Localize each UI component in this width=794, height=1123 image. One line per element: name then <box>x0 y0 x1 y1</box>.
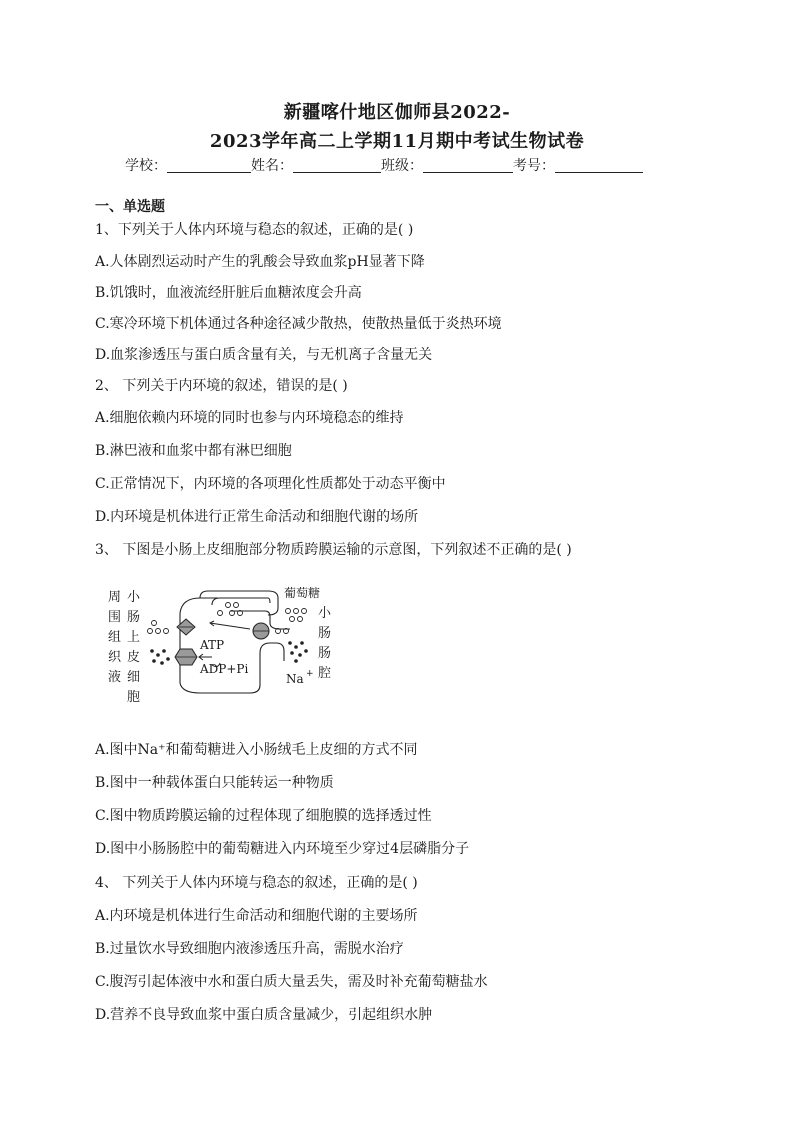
fig-label-lumen-qiang: 腔 <box>318 666 332 681</box>
question-2-option-a: A.细胞依赖内环境的同时也参与内环境稳态的维持 <box>95 410 404 426</box>
fig-label-wei: 围 <box>108 610 122 625</box>
question-1-option-a: A.人体剧烈运动时产生的乳酸会导致血浆pH显著下降 <box>95 254 425 270</box>
question-3-option-c: C.图中物质跨膜运输的过程体现了细胞膜的选择透过性 <box>95 808 432 824</box>
fig-label-lumen-xiao: 小 <box>318 606 332 621</box>
exam-title-line-2: 2023学年高二上学期11月期中考试生物试卷 <box>209 131 585 152</box>
question-3-option-a: A.图中Na⁺和葡萄糖进入小肠绒毛上皮细的方式不同 <box>95 742 418 758</box>
number-blank[interactable] <box>555 158 643 173</box>
question-1-option-c: C.寒冷环境下机体通过各种途径减少散热，使散热量低于炎热环境 <box>95 316 502 332</box>
fig-label-zhi: 织 <box>108 650 122 665</box>
fig-label-ye: 液 <box>108 670 122 685</box>
question-1-option-b: B.饥饿时，血液流经肝脏后血糖浓度会升高 <box>95 285 362 301</box>
cell-membrane <box>180 591 290 693</box>
question-2-option-d: D.内环境是机体进行正常生命活动和细胞代谢的场所 <box>95 509 419 525</box>
figure-right-labels <box>318 606 332 681</box>
question-4-option-d: D.营养不良导致血浆中蛋白质含量减少，引起组织水肿 <box>95 1007 433 1023</box>
fig-label-pi: 皮 <box>127 650 141 665</box>
glucose-label: 葡萄糖 <box>284 586 321 600</box>
question-4-option-c: C.腹泻引起体液中水和蛋白质大量丢失，需及时补充葡萄糖盐水 <box>95 974 488 990</box>
sodium-plus-sup: + <box>306 669 314 679</box>
student-info-row <box>125 155 643 175</box>
fig-label-zu: 组 <box>108 630 122 645</box>
question-1-option-d: D.血浆渗透压与蛋白质含量有关，与无机离子含量无关 <box>95 347 433 363</box>
question-1-stem: 1、下列关于人体内环境与稳态的叙述，正确的是( ) <box>95 222 414 238</box>
fig-label-bao: 胞 <box>127 690 141 705</box>
fig-label-lumen-chang1: 肠 <box>318 626 332 641</box>
question-4-option-a: A.内环境是机体进行生命活动和细胞代谢的主要场所 <box>95 908 418 924</box>
fig-label-xiao: 小 <box>127 590 141 605</box>
fig-label-xi: 细 <box>127 670 141 685</box>
question-2-option-c: C.正常情况下，内环境的各项理化性质都处于动态平衡中 <box>95 476 446 492</box>
fig-label-zhou: 周 <box>108 590 122 605</box>
exam-title-line-1: 新疆喀什地区伽师县2022- <box>283 102 511 123</box>
membrane-transport-figure <box>100 583 350 708</box>
question-2-option-b: B.淋巴液和血浆中都有淋巴细胞 <box>95 443 292 459</box>
apical-cotransporter <box>253 623 269 639</box>
sodium-label: Na <box>286 672 304 686</box>
name-label: 姓名： <box>251 158 293 174</box>
section-title: 一、单选题 <box>95 199 165 215</box>
class-blank[interactable] <box>423 158 513 173</box>
school-label: 学校： <box>125 158 167 174</box>
question-3-option-d: D.图中小肠肠腔中的葡萄糖进入内环境至少穿过4层磷脂分子 <box>95 841 470 857</box>
fig-label-chang: 肠 <box>127 610 141 625</box>
question-4-option-b: B.过量饮水导致细胞内液渗透压升高，需脱水治疗 <box>95 941 404 957</box>
sodium-potassium-pump <box>175 649 197 665</box>
class-label: 班级： <box>381 158 423 174</box>
question-3-stem: 3、 下图是小肠上皮细胞部分物质跨膜运输的示意图，下列叙述不正确的是( ) <box>95 542 572 558</box>
question-3-option-b: B.图中一种载体蛋白只能转运一种物质 <box>95 775 334 791</box>
name-blank[interactable] <box>293 158 381 173</box>
question-4-stem: 4、 下列关于人体内环境与稳态的叙述，正确的是( ) <box>95 875 418 891</box>
school-blank[interactable] <box>167 158 251 173</box>
question-2-stem: 2、 下列关于内环境的叙述，错误的是( ) <box>95 378 348 394</box>
adp-pi-label: ADP+Pi <box>200 662 249 676</box>
figure-left-labels <box>108 590 141 705</box>
number-label: 考号： <box>513 158 555 174</box>
atp-label: ATP <box>200 638 225 652</box>
fig-label-lumen-chang2: 肠 <box>318 646 332 661</box>
fig-label-shang: 上 <box>127 630 141 645</box>
